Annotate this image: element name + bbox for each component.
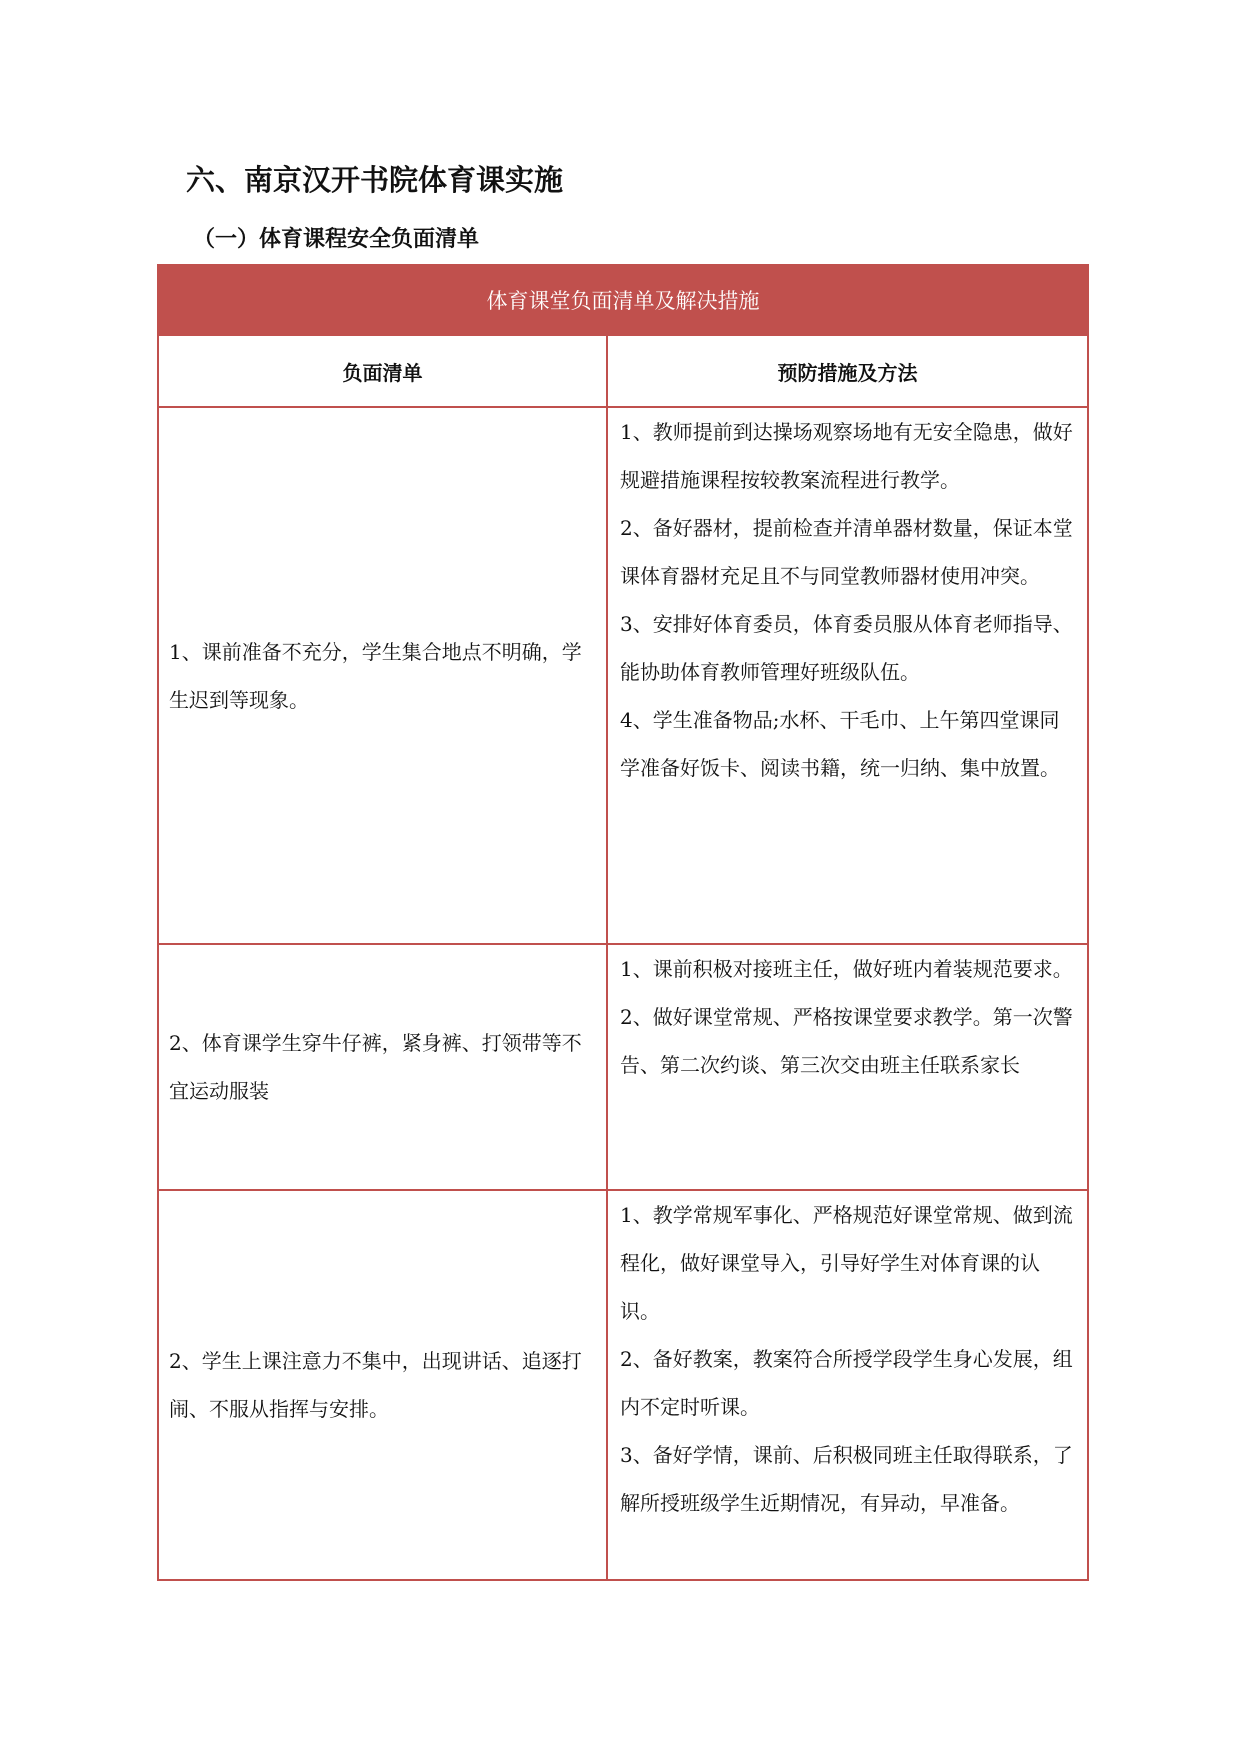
column-header-measures: 预防措施及方法	[607, 335, 1088, 407]
section-title: 六、南京汉开书院体育课实施	[186, 163, 564, 197]
table-row	[158, 407, 1088, 944]
measure-item: 2、做好课堂常规、严格按课堂要求教学。第一次警告、第二次约谈、第三次交由班主任联系家长	[620, 1005, 1073, 1077]
negative-list-table	[157, 264, 1089, 1581]
subsection-title: （一）体育课程安全负面清单	[193, 227, 480, 252]
table-banner-row	[158, 265, 1088, 335]
measure-item: 3、安排好体育委员，体育委员服从体育老师指导、能协助体育教师管理好班级队伍。	[620, 612, 1073, 684]
measures-cell	[607, 944, 1088, 1190]
table-row	[158, 944, 1088, 1190]
column-header-negative-list: 负面清单	[158, 335, 607, 407]
measure-item: 2、备好教案，教案符合所授学段学生身心发展，组内不定时听课。	[620, 1347, 1073, 1419]
issue-cell: 1、课前准备不充分，学生集合地点不明确，学生迟到等现象。	[158, 407, 607, 944]
measure-item: 4、学生准备物品;水杯、干毛巾、上午第四堂课同学准备好饭卡、阅读书籍，统一归纳、集中放置。	[620, 708, 1060, 780]
measure-item: 1、教师提前到达操场观察场地有无安全隐患，做好规避措施课程按较教案流程进行教学。	[620, 420, 1073, 492]
measure-item: 1、课前积极对接班主任，做好班内着装规范要求。	[620, 957, 1073, 981]
table-banner: 体育课堂负面清单及解决措施	[158, 265, 1088, 335]
table-row	[158, 1190, 1088, 1580]
measure-item: 1、教学常规军事化、严格规范好课堂常规、做到流程化，做好课堂导入，引导好学生对体育课的认识。	[620, 1203, 1073, 1323]
measures-cell	[607, 407, 1088, 944]
measures-cell	[607, 1190, 1088, 1580]
measure-item: 2、备好器材，提前检查并清单器材数量，保证本堂课体育器材充足且不与同堂教师器材使用冲突。	[620, 516, 1073, 588]
issue-cell: 2、体育课学生穿牛仔裤，紧身裤、打领带等不宜运动服装	[158, 944, 607, 1190]
measure-item: 3、备好学情，课前、后积极同班主任取得联系，了解所授班级学生近期情况，有异动，早准备。	[620, 1443, 1073, 1515]
issue-cell: 2、学生上课注意力不集中，出现讲话、追逐打闹、不服从指挥与安排。	[158, 1190, 607, 1580]
table-header-row	[158, 335, 1088, 407]
